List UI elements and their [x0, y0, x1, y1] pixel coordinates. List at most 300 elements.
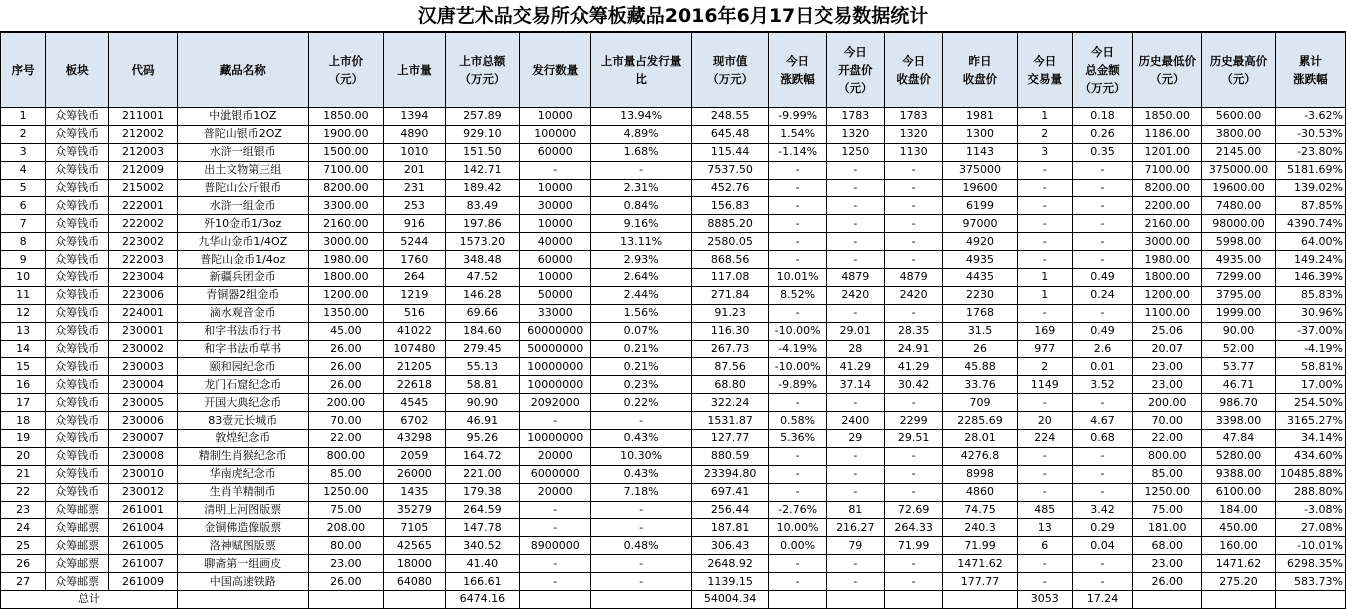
cell-hist-high: 98000.00	[1202, 215, 1275, 233]
cell-volume: -	[1017, 179, 1072, 197]
cell-listing-total: 147.78	[445, 519, 519, 537]
cell-listing-qty: 5244	[384, 233, 446, 251]
cell-sector: 众筹钱币	[46, 304, 109, 322]
cell-hist-low: 1100.00	[1133, 304, 1202, 322]
cell-hist-high: 160.00	[1202, 537, 1275, 555]
cell-amount: -	[1072, 483, 1132, 501]
cell-hist-high: 90.00	[1202, 322, 1275, 340]
cell-market-value: 306.43	[691, 537, 769, 555]
cell-code: 215002	[108, 179, 177, 197]
cell-market-value: 8885.20	[691, 215, 769, 233]
cell-listing-qty: 6702	[384, 412, 446, 430]
cell-listing-qty: 64080	[384, 573, 446, 591]
cell-close: 2299	[884, 412, 942, 430]
table-row	[1, 108, 1346, 126]
cell-close: -	[884, 573, 942, 591]
cell-change: -4.19%	[769, 340, 826, 358]
cell-volume: -	[1017, 394, 1072, 412]
table-row	[1, 251, 1346, 269]
cell-listing-price: 1200.00	[308, 286, 384, 304]
cell-code: 261004	[108, 519, 177, 537]
cell-hist-high: 184.00	[1202, 501, 1275, 519]
cell-change: 5.36%	[769, 430, 826, 448]
cell-change: -	[769, 233, 826, 251]
cell-open: -	[826, 573, 884, 591]
cell-listing-qty: 516	[384, 304, 446, 322]
cell-market-value: 1139.15	[691, 573, 769, 591]
cell-market-value: 256.44	[691, 501, 769, 519]
cell-listing-total: 257.89	[445, 108, 519, 126]
header-col-change: 今日 涨跌幅	[769, 33, 826, 108]
cell-listing-total: 166.61	[445, 573, 519, 591]
cell-index: 14	[1, 340, 46, 358]
cell-close: -	[884, 483, 942, 501]
cell-close: -	[884, 251, 942, 269]
cell-volume: 2	[1017, 125, 1072, 143]
cell-sector: 众筹钱币	[46, 179, 109, 197]
cell-listing-ratio: -	[591, 519, 691, 537]
cell-market-value: 2580.05	[691, 233, 769, 251]
table-row	[1, 430, 1346, 448]
cell-open: 29	[826, 430, 884, 448]
cell-prev-close: 177.77	[943, 573, 1017, 591]
cell-listing-price: 26.00	[308, 573, 384, 591]
cell-listing-qty: 201	[384, 161, 446, 179]
cell-hist-low: 23.00	[1133, 376, 1202, 394]
cell-listing-qty: 1394	[384, 108, 446, 126]
cell-issue-qty: 10000000	[520, 376, 591, 394]
cell-listing-ratio: 0.48%	[591, 537, 691, 555]
cell-amount: 0.04	[1072, 537, 1132, 555]
table-row	[1, 376, 1346, 394]
cell-market-value: 645.48	[691, 125, 769, 143]
cell-listing-total: 146.28	[445, 286, 519, 304]
cell-close: -	[884, 215, 942, 233]
cell-hist-high: 6100.00	[1202, 483, 1275, 501]
cell-volume: -	[1017, 251, 1072, 269]
cell-hist-high: 46.71	[1202, 376, 1275, 394]
cell-market-value: 68.80	[691, 376, 769, 394]
cell-hist-low: 20.07	[1133, 340, 1202, 358]
cell-listing-price: 23.00	[308, 555, 384, 573]
cell-close: -	[884, 179, 942, 197]
cell-cum-change: -4.19%	[1275, 340, 1345, 358]
cell-listing-ratio: 2.31%	[591, 179, 691, 197]
cell-listing-total: 189.42	[445, 179, 519, 197]
cell-open: -	[826, 179, 884, 197]
cell-volume: -	[1017, 555, 1072, 573]
cell-index: 9	[1, 251, 46, 269]
cell-amount: 0.68	[1072, 430, 1132, 448]
cell-change: -	[769, 465, 826, 483]
cell-close: -	[884, 394, 942, 412]
cell-cum-change: 146.39%	[1275, 269, 1345, 287]
cell-change: 0.58%	[769, 412, 826, 430]
cell-market-value: 2648.92	[691, 555, 769, 573]
total-listing-amount: 6474.16	[445, 591, 519, 609]
cell-listing-ratio: 10.30%	[591, 447, 691, 465]
cell-listing-total: 151.50	[445, 143, 519, 161]
cell-hist-high: 4935.00	[1202, 251, 1275, 269]
cell-name: 华南虎纪念币	[178, 465, 309, 483]
cell-amount: -	[1072, 555, 1132, 573]
cell-sector: 众筹邮票	[46, 555, 109, 573]
total-empty-cell	[826, 591, 884, 609]
cell-sector: 众筹钱币	[46, 340, 109, 358]
cell-code: 223004	[108, 269, 177, 287]
cell-listing-price: 1980.00	[308, 251, 384, 269]
cell-volume: 6	[1017, 537, 1072, 555]
table-row	[1, 161, 1346, 179]
cell-amount: 0.18	[1072, 108, 1132, 126]
cell-close: -	[884, 465, 942, 483]
cell-name: 开国大典纪念币	[178, 394, 309, 412]
cell-close: 41.29	[884, 358, 942, 376]
cell-volume: -	[1017, 215, 1072, 233]
cell-close: 24.91	[884, 340, 942, 358]
cell-listing-ratio: 0.22%	[591, 394, 691, 412]
cell-issue-qty: 40000	[520, 233, 591, 251]
cell-hist-low: 23.00	[1133, 555, 1202, 573]
cell-listing-total: 83.49	[445, 197, 519, 215]
cell-open: 81	[826, 501, 884, 519]
cell-listing-ratio: 1.68%	[591, 143, 691, 161]
cell-change: -	[769, 573, 826, 591]
cell-amount: -	[1072, 251, 1132, 269]
cell-name: 敦煌纪念币	[178, 430, 309, 448]
cell-listing-total: 340.52	[445, 537, 519, 555]
cell-listing-price: 3000.00	[308, 233, 384, 251]
cell-issue-qty: 100000	[520, 125, 591, 143]
cell-name: 中国高速铁路	[178, 573, 309, 591]
table-row	[1, 465, 1346, 483]
cell-hist-high: 5280.00	[1202, 447, 1275, 465]
cell-listing-qty: 42565	[384, 537, 446, 555]
cell-listing-total: 197.86	[445, 215, 519, 233]
cell-open: -	[826, 555, 884, 573]
cell-prev-close: 97000	[943, 215, 1017, 233]
cell-index: 27	[1, 573, 46, 591]
cell-change: 1.54%	[769, 125, 826, 143]
cell-amount: 3.52	[1072, 376, 1132, 394]
cell-sector: 众筹钱币	[46, 233, 109, 251]
cell-issue-qty: 10000	[520, 108, 591, 126]
cell-listing-ratio: -	[591, 161, 691, 179]
cell-amount: -	[1072, 197, 1132, 215]
cell-prev-close: 240.3	[943, 519, 1017, 537]
total-volume: 3053	[1017, 591, 1072, 609]
cell-open: 1783	[826, 108, 884, 126]
cell-change: -	[769, 161, 826, 179]
cell-code: 261009	[108, 573, 177, 591]
cell-issue-qty: 10000	[520, 269, 591, 287]
table-row	[1, 197, 1346, 215]
cell-issue-qty: 8900000	[520, 537, 591, 555]
trading-data-table	[0, 32, 1346, 609]
cell-volume: -	[1017, 233, 1072, 251]
cell-close: 1320	[884, 125, 942, 143]
total-empty-cell	[520, 591, 591, 609]
cell-market-value: 322.24	[691, 394, 769, 412]
cell-volume: -	[1017, 447, 1072, 465]
cell-code: 230012	[108, 483, 177, 501]
cell-listing-price: 200.00	[308, 394, 384, 412]
cell-market-value: 127.77	[691, 430, 769, 448]
header-col-hist-high: 历史最高价 （元）	[1202, 33, 1275, 108]
cell-listing-qty: 21205	[384, 358, 446, 376]
cell-market-value: 7537.50	[691, 161, 769, 179]
table-body	[1, 108, 1346, 591]
cell-code: 230008	[108, 447, 177, 465]
header-col-market-value: 现市值 （万元）	[691, 33, 769, 108]
cell-issue-qty: 10000	[520, 215, 591, 233]
cell-hist-low: 23.00	[1133, 358, 1202, 376]
cell-listing-qty: 1435	[384, 483, 446, 501]
cell-market-value: 271.84	[691, 286, 769, 304]
cell-market-value: 697.41	[691, 483, 769, 501]
cell-volume: 485	[1017, 501, 1072, 519]
cell-prev-close: 26	[943, 340, 1017, 358]
cell-listing-qty: 264	[384, 269, 446, 287]
cell-hist-low: 22.00	[1133, 430, 1202, 448]
cell-name: 金铜佛造像版票	[178, 519, 309, 537]
cell-listing-total: 41.40	[445, 555, 519, 573]
cell-listing-ratio: 0.21%	[591, 358, 691, 376]
cell-listing-qty: 35279	[384, 501, 446, 519]
total-empty-cell	[591, 591, 691, 609]
cell-volume: 2	[1017, 358, 1072, 376]
cell-volume: 1	[1017, 108, 1072, 126]
cell-volume: -	[1017, 304, 1072, 322]
header-col-listing-total: 上市总额 （万元）	[445, 33, 519, 108]
table-row	[1, 412, 1346, 430]
cell-hist-low: 8200.00	[1133, 179, 1202, 197]
cell-change: -	[769, 304, 826, 322]
cell-cum-change: 17.00%	[1275, 376, 1345, 394]
cell-prev-close: 4435	[943, 269, 1017, 287]
table-row	[1, 501, 1346, 519]
cell-name: 洛神赋图版票	[178, 537, 309, 555]
cell-change: -1.14%	[769, 143, 826, 161]
cell-amount: 0.49	[1072, 269, 1132, 287]
cell-listing-ratio: 2.64%	[591, 269, 691, 287]
table-row	[1, 483, 1346, 501]
cell-market-value: 117.08	[691, 269, 769, 287]
cell-name: 聊斋第一组画皮	[178, 555, 309, 573]
cell-index: 8	[1, 233, 46, 251]
total-market-value: 54004.34	[691, 591, 769, 609]
cell-change: 10.00%	[769, 519, 826, 537]
cell-listing-total: 179.38	[445, 483, 519, 501]
cell-listing-total: 58.81	[445, 376, 519, 394]
cell-listing-price: 26.00	[308, 358, 384, 376]
cell-listing-ratio: 0.21%	[591, 340, 691, 358]
cell-hist-high: 47.84	[1202, 430, 1275, 448]
header-row	[1, 33, 1346, 108]
cell-open: 1320	[826, 125, 884, 143]
cell-change: -9.99%	[769, 108, 826, 126]
table-row	[1, 537, 1346, 555]
cell-open: 28	[826, 340, 884, 358]
cell-cum-change: 149.24%	[1275, 251, 1345, 269]
cell-hist-high: 3800.00	[1202, 125, 1275, 143]
cell-change: -10.00%	[769, 358, 826, 376]
cell-prev-close: 71.99	[943, 537, 1017, 555]
cell-amount: 0.35	[1072, 143, 1132, 161]
cell-index: 19	[1, 430, 46, 448]
cell-index: 4	[1, 161, 46, 179]
cell-sector: 众筹钱币	[46, 269, 109, 287]
cell-listing-total: 95.26	[445, 430, 519, 448]
table-row	[1, 215, 1346, 233]
cell-cum-change: 30.96%	[1275, 304, 1345, 322]
cell-issue-qty: 33000	[520, 304, 591, 322]
cell-name: 新疆兵团金币	[178, 269, 309, 287]
table-row	[1, 322, 1346, 340]
cell-listing-qty: 26000	[384, 465, 446, 483]
cell-amount: 0.01	[1072, 358, 1132, 376]
cell-listing-total: 279.45	[445, 340, 519, 358]
cell-issue-qty: 50000000	[520, 340, 591, 358]
cell-listing-total: 142.71	[445, 161, 519, 179]
cell-prev-close: 4860	[943, 483, 1017, 501]
cell-hist-low: 200.00	[1133, 394, 1202, 412]
cell-listing-qty: 1010	[384, 143, 446, 161]
cell-open: 37.14	[826, 376, 884, 394]
cell-hist-high: 450.00	[1202, 519, 1275, 537]
cell-index: 20	[1, 447, 46, 465]
cell-market-value: 23394.80	[691, 465, 769, 483]
cell-market-value: 452.76	[691, 179, 769, 197]
cell-close: -	[884, 197, 942, 215]
cell-name: 青铜器2组金币	[178, 286, 309, 304]
cell-listing-price: 7100.00	[308, 161, 384, 179]
cell-prev-close: 28.01	[943, 430, 1017, 448]
cell-volume: 1	[1017, 269, 1072, 287]
table-row	[1, 286, 1346, 304]
cell-listing-ratio: 7.18%	[591, 483, 691, 501]
cell-hist-low: 181.00	[1133, 519, 1202, 537]
cell-hist-low: 25.06	[1133, 322, 1202, 340]
cell-amount: -	[1072, 179, 1132, 197]
table-row	[1, 358, 1346, 376]
cell-listing-price: 85.00	[308, 465, 384, 483]
cell-close: -	[884, 233, 942, 251]
cell-listing-ratio: -	[591, 573, 691, 591]
cell-open: 29.01	[826, 322, 884, 340]
cell-listing-price: 1850.00	[308, 108, 384, 126]
cell-index: 16	[1, 376, 46, 394]
cell-code: 230005	[108, 394, 177, 412]
cell-volume: 1	[1017, 286, 1072, 304]
cell-listing-price: 26.00	[308, 376, 384, 394]
cell-hist-low: 1250.00	[1133, 483, 1202, 501]
cell-volume: 13	[1017, 519, 1072, 537]
total-empty-cell	[1275, 591, 1345, 609]
cell-amount: 2.6	[1072, 340, 1132, 358]
cell-index: 15	[1, 358, 46, 376]
cell-cum-change: 254.50%	[1275, 394, 1345, 412]
cell-hist-low: 85.00	[1133, 465, 1202, 483]
cell-code: 230004	[108, 376, 177, 394]
cell-issue-qty: -	[520, 519, 591, 537]
cell-amount: -	[1072, 215, 1132, 233]
cell-prev-close: 1143	[943, 143, 1017, 161]
cell-sector: 众筹邮票	[46, 537, 109, 555]
cell-hist-low: 70.00	[1133, 412, 1202, 430]
cell-open: -	[826, 447, 884, 465]
cell-sector: 众筹钱币	[46, 125, 109, 143]
cell-listing-price: 208.00	[308, 519, 384, 537]
cell-open: -	[826, 304, 884, 322]
cell-cum-change: -3.62%	[1275, 108, 1345, 126]
cell-cum-change: 10485.88%	[1275, 465, 1345, 483]
cell-listing-ratio: 4.89%	[591, 125, 691, 143]
header-col-listing-qty: 上市量	[384, 33, 446, 108]
cell-hist-low: 68.00	[1133, 537, 1202, 555]
cell-issue-qty: -	[520, 573, 591, 591]
cell-listing-qty: 107480	[384, 340, 446, 358]
cell-index: 21	[1, 465, 46, 483]
cell-code: 230006	[108, 412, 177, 430]
header-col-cum-change: 累计 涨跌幅	[1275, 33, 1345, 108]
cell-open: 216.27	[826, 519, 884, 537]
cell-index: 1	[1, 108, 46, 126]
cell-hist-low: 800.00	[1133, 447, 1202, 465]
cell-hist-high: 375000.00	[1202, 161, 1275, 179]
cell-cum-change: 5181.69%	[1275, 161, 1345, 179]
cell-open: 2420	[826, 286, 884, 304]
cell-index: 5	[1, 179, 46, 197]
cell-listing-ratio: -	[591, 555, 691, 573]
cell-hist-low: 1800.00	[1133, 269, 1202, 287]
table-row	[1, 573, 1346, 591]
cell-listing-qty: 18000	[384, 555, 446, 573]
cell-listing-total: 1573.20	[445, 233, 519, 251]
cell-name: 滴水观音金币	[178, 304, 309, 322]
cell-cum-change: 58.81%	[1275, 358, 1345, 376]
cell-listing-qty: 231	[384, 179, 446, 197]
cell-cum-change: 434.60%	[1275, 447, 1345, 465]
cell-code: 212002	[108, 125, 177, 143]
cell-listing-qty: 4890	[384, 125, 446, 143]
cell-cum-change: 288.80%	[1275, 483, 1345, 501]
header-col-volume: 今日 交易量	[1017, 33, 1072, 108]
cell-listing-qty: 916	[384, 215, 446, 233]
total-section	[1, 591, 1346, 609]
cell-prev-close: 19600	[943, 179, 1017, 197]
table-row	[1, 125, 1346, 143]
cell-listing-total: 184.60	[445, 322, 519, 340]
cell-listing-price: 70.00	[308, 412, 384, 430]
cell-name: 生肖羊精制币	[178, 483, 309, 501]
cell-change: 8.52%	[769, 286, 826, 304]
cell-sector: 众筹钱币	[46, 161, 109, 179]
cell-change: 10.01%	[769, 269, 826, 287]
cell-code: 230002	[108, 340, 177, 358]
cell-index: 2	[1, 125, 46, 143]
cell-prev-close: 4935	[943, 251, 1017, 269]
cell-hist-low: 1186.00	[1133, 125, 1202, 143]
total-row	[1, 591, 1346, 609]
cell-volume: 20	[1017, 412, 1072, 430]
cell-close: 2420	[884, 286, 942, 304]
cell-hist-low: 7100.00	[1133, 161, 1202, 179]
cell-prev-close: 74.75	[943, 501, 1017, 519]
cell-index: 7	[1, 215, 46, 233]
cell-name: 普陀山金币1/4oz	[178, 251, 309, 269]
cell-close: -	[884, 447, 942, 465]
